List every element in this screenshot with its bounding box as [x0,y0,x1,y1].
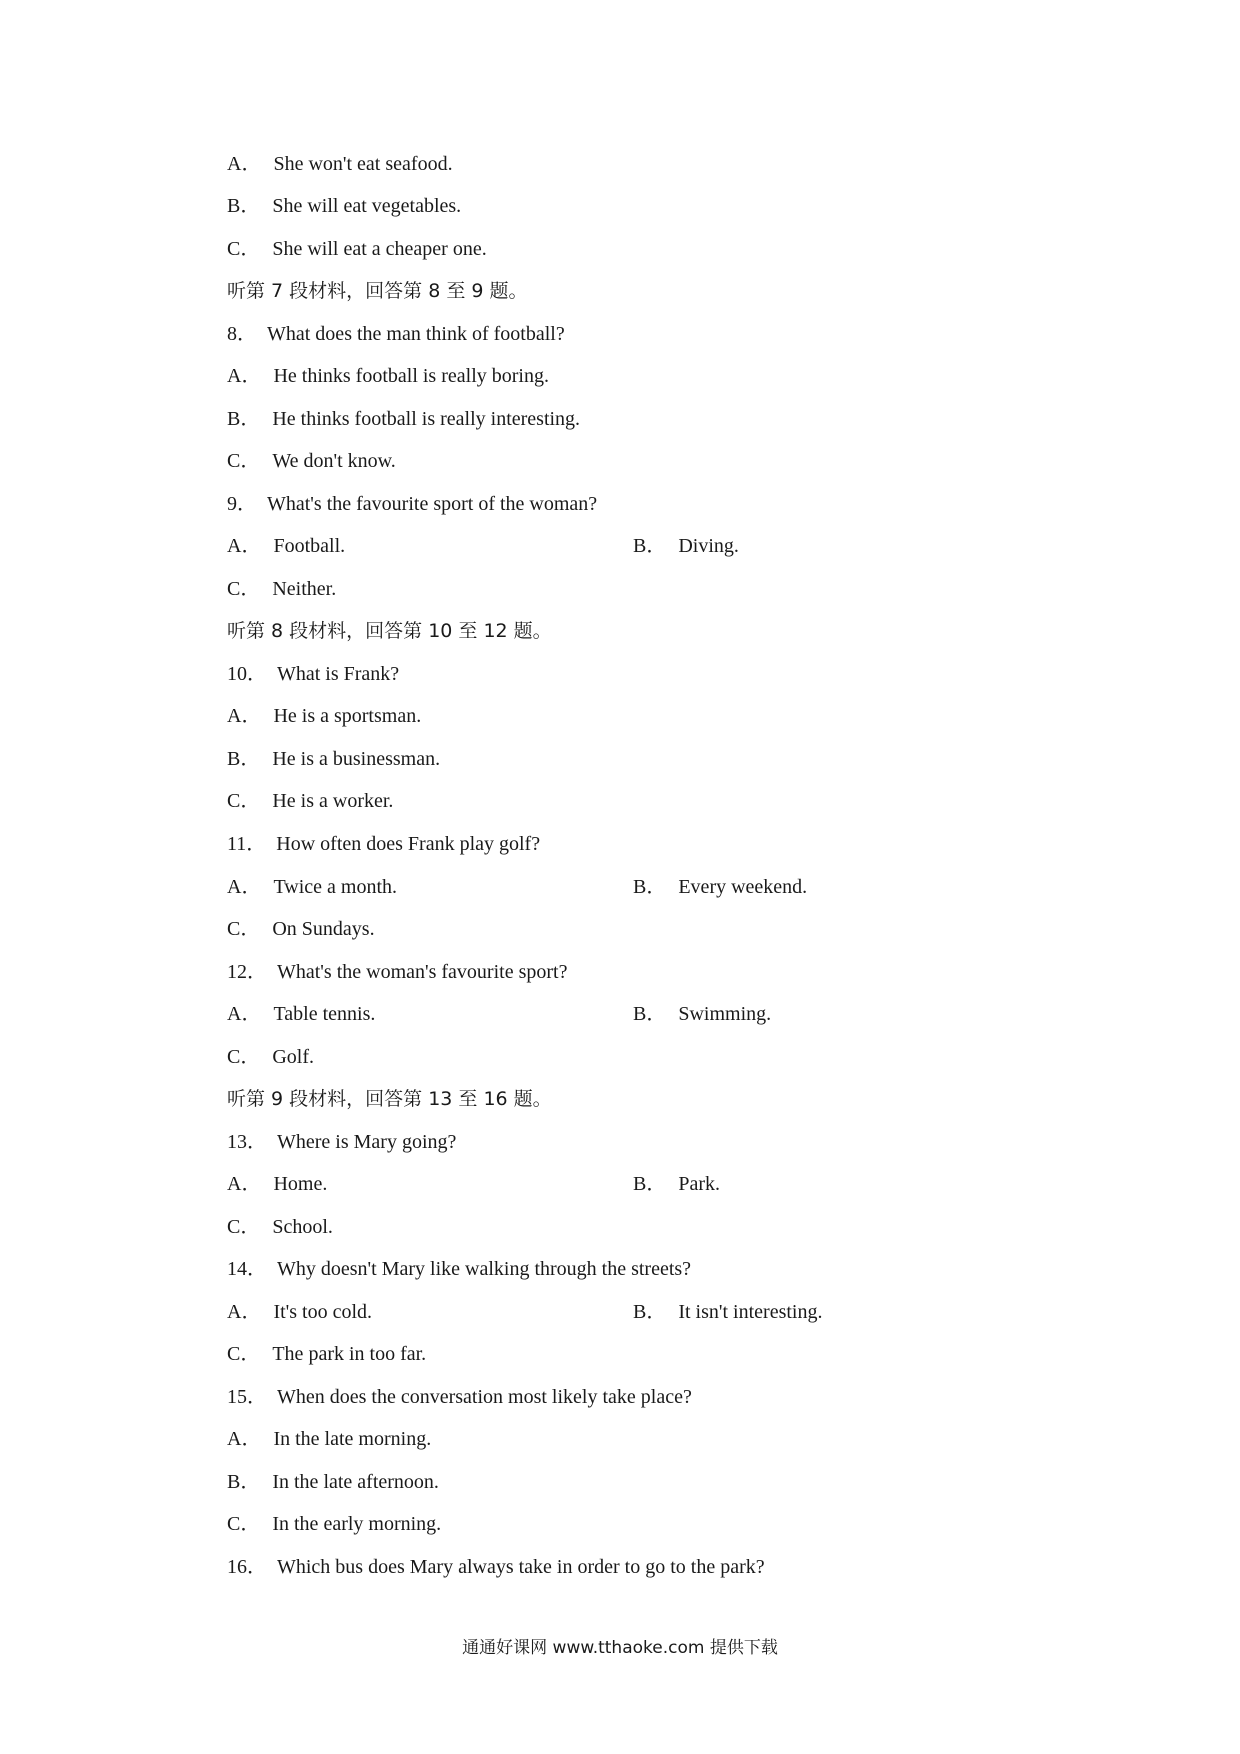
option-text: Twice a month. [273,876,398,898]
option-a [227,361,549,391]
option-text: Diving. [678,535,739,557]
option-text: Home. [273,1173,328,1195]
question-text: What's the woman's favourite sport? [277,961,568,983]
option-b [227,744,440,774]
question-text: Why doesn't Mary like walking through the streets? [277,1258,692,1280]
option-label: C． [227,1513,261,1535]
question-16 [227,1552,765,1582]
option-text: Neither. [272,578,337,600]
option-label: C． [227,918,261,940]
option-text: Golf. [272,1046,315,1068]
question-number: 11． [227,833,267,855]
question-text: What is Frank? [277,663,400,685]
option-text: In the late morning. [273,1428,432,1450]
option-label: C． [227,1343,261,1365]
page-footer: 通通好课网 www.tthaoke.com 提供下载 [462,1638,778,1658]
option-text: In the early morning. [272,1513,442,1535]
option-c [227,1339,426,1369]
option-a [227,1297,372,1327]
option-b [227,1467,439,1497]
option-text: It's too cold. [273,1301,373,1323]
option-b [227,191,461,221]
question-number: 15． [227,1386,267,1408]
question-number: 12． [227,961,267,983]
option-label: C． [227,1046,261,1068]
option-label: B． [633,876,667,898]
option-c [227,1509,441,1539]
question-number: 8． [227,323,257,345]
option-text: Park. [678,1173,721,1195]
option-label: B． [633,1003,667,1025]
option-text: School. [272,1216,333,1238]
option-text: Table tennis. [273,1003,376,1025]
question-11 [227,829,540,859]
option-text: The park in too far. [272,1343,427,1365]
option-a [227,1169,327,1199]
question-number: 16． [227,1556,267,1578]
option-text: She will eat vegetables. [272,195,462,217]
option-label: A． [227,1428,262,1450]
question-number: 10． [227,663,267,685]
option-text: She will eat a cheaper one. [272,238,487,260]
option-a [227,701,421,731]
question-12 [227,957,567,987]
option-label: A． [227,705,262,727]
option-c [227,914,375,944]
option-label: A． [227,365,262,387]
option-b [633,531,739,561]
section-heading: 听第 8 段材料，回答第 10 至 12 题。 [227,620,552,642]
option-c [227,786,393,816]
option-label: A． [227,1003,262,1025]
option-label: C． [227,238,261,260]
option-label: B． [227,1471,261,1493]
option-label: C． [227,450,261,472]
question-number: 9． [227,493,257,515]
option-text: It isn't interesting. [678,1301,823,1323]
option-label: B． [633,535,667,557]
question-15 [227,1382,692,1412]
option-label: B． [633,1301,667,1323]
option-b [633,999,771,1029]
option-text: He thinks football is really boring. [273,365,549,387]
option-a [227,999,375,1029]
option-text: Swimming. [678,1003,772,1025]
section-heading: 听第 7 段材料，回答第 8 至 9 题。 [227,280,528,302]
option-label: A． [227,876,262,898]
option-label: A． [227,1173,262,1195]
option-b [633,872,807,902]
option-a [227,149,453,179]
option-b [633,1297,822,1327]
option-c [227,1212,333,1242]
question-text: How often does Frank play golf? [276,833,541,855]
question-9 [227,489,597,519]
option-text: Every weekend. [678,876,808,898]
question-10 [227,659,399,689]
option-c [227,446,396,476]
option-text: He is a worker. [272,790,394,812]
question-text: What does the man think of football? [267,323,565,345]
option-label: A． [227,1301,262,1323]
question-text: When does the conversation most likely take place? [277,1386,692,1408]
question-text: What's the favourite sport of the woman? [267,493,598,515]
question-14 [227,1254,691,1284]
option-a [227,872,397,902]
question-8 [227,319,565,349]
option-b [227,404,580,434]
option-text: On Sundays. [272,918,375,940]
option-label: B． [227,748,261,770]
option-label: B． [633,1173,667,1195]
option-text: Football. [273,535,346,557]
question-text: Which bus does Mary always take in order to go to the park? [277,1556,765,1578]
section-heading: 听第 9 段材料，回答第 13 至 16 题。 [227,1088,552,1110]
option-c [227,234,487,264]
option-text: We don't know. [272,450,396,472]
option-label: A． [227,535,262,557]
option-a [227,1424,431,1454]
question-number: 14． [227,1258,267,1280]
question-13 [227,1127,456,1157]
option-a [227,531,345,561]
option-label: C． [227,1216,261,1238]
option-label: B． [227,195,261,217]
question-number: 13． [227,1131,267,1153]
option-label: C． [227,790,261,812]
option-text: She won't eat seafood. [273,153,453,175]
option-text: He is a sportsman. [273,705,422,727]
option-c [227,1042,314,1072]
option-c [227,574,336,604]
option-label: B． [227,408,261,430]
option-b [633,1169,720,1199]
option-text: He is a businessman. [272,748,441,770]
option-label: C． [227,578,261,600]
option-text: He thinks football is really interesting. [272,408,581,430]
question-text: Where is Mary going? [277,1131,457,1153]
option-label: A． [227,153,262,175]
option-text: In the late afternoon. [272,1471,439,1493]
